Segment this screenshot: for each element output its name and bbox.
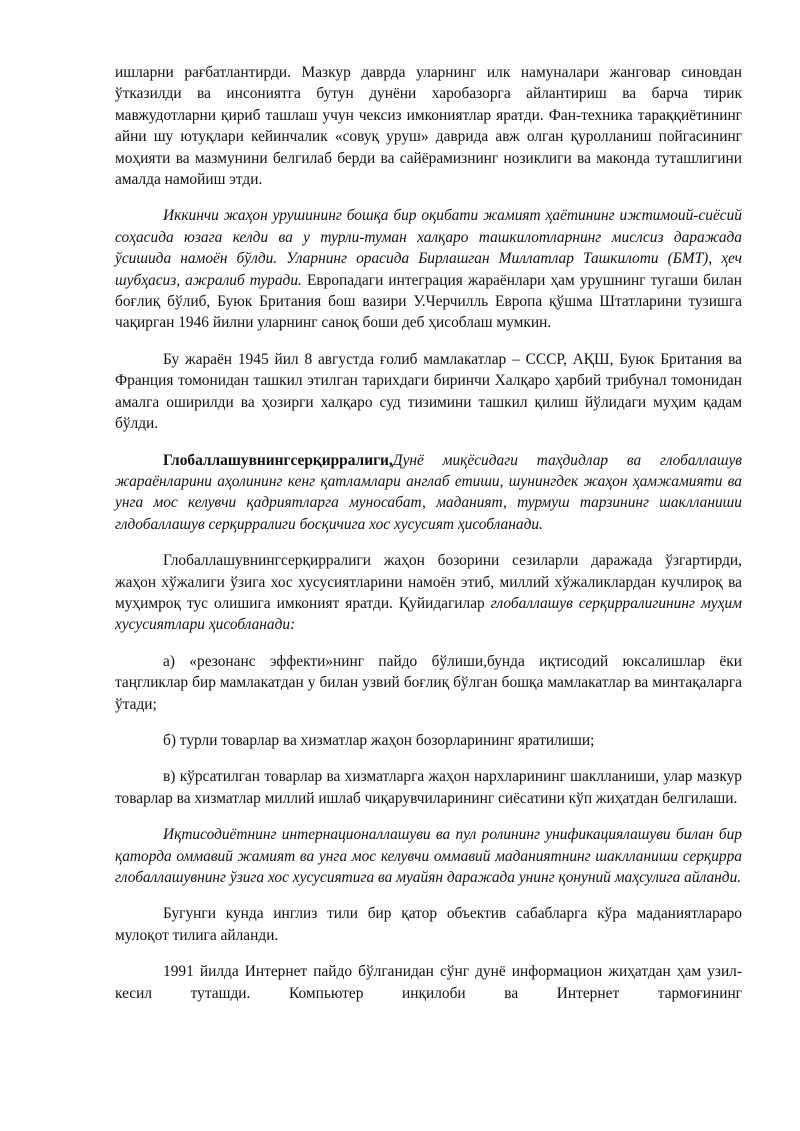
list-item-b-text: б) турли товарлар ва хизматлар жаҳон бозорларининг яратилиши; (163, 731, 595, 749)
paragraph-4-bold-heading: Глобаллашувнингсерқирралиги, (163, 451, 393, 469)
paragraph-9-italic-text: Иқтисодиётнинг интернационаллашуви ва пул ролининг унификациялашуви билан бир қаторда оммавий жамият ва унга мос келувчи оммавий маданиятнинг шаклланиши серқирра глобаллашувнинг ўзига хос хусусиятига ва муайян даражада унинг қонуний маҳсулига айланди. (115, 826, 742, 886)
paragraph-5-text: Глобаллашувнингсерқирралиги жаҳон бозорини сезиларли даражада ўзгартирди, жаҳон хўжалиги ўзига хос хусусиятларини намоён этиб, миллий хўжаликлардан кучлироқ ва муҳимроқ тус олишига имконият яратди. Қуйидагилар (115, 552, 742, 612)
paragraph-11-text: 1991 йилда Интернет пайдо бўлганидан сўнг дунё информацион жиҳатдан ҳам узил-кесил туташди. Компьютер инқилоби ва Интернет тармоғининг (115, 963, 742, 1002)
paragraph-11 (115, 961, 742, 1004)
paragraph-2 (115, 205, 742, 333)
paragraph-4-italic-text: Дунё миқёсидаги таҳдидлар ва глобаллашув жараёнларини аҳолининг кенг қатламлари англаб етиши, шунингдек жаҳон ҳамжамияти ва унга мос келувчи қадриятларга муносабат, маданият, турмуш тарзининг шаклланиши глдобаллашув серқирралиги босқичига хос хусусият ҳисобланади. (115, 451, 742, 533)
list-item-a-text: а) «резонанс эффекти»нинг пайдо бўлиши,бунда иқтисодий юксалишлар ёки таңгликлар бир мамлакатдан у билан узвий боғлиқ бўлган бошқа мамлакатлар ва минтақаларга ўтади; (115, 652, 742, 713)
paragraph-2-text: Европадаги интеграция жараёнлари ҳам урушнинг тугаши билан боғлиқ бўлиб, Буюк Британия бош вазири У.Черчилль Европа қўшма Штатларини тузишга чақирган 1946 йилни уларнинг саноқ боши деб ҳисоблаш мумкин. (115, 271, 742, 332)
paragraph-3 (115, 349, 742, 435)
paragraph-9 (115, 824, 742, 888)
list-item-a (115, 651, 742, 715)
list-item-b (115, 730, 742, 751)
document-page (115, 62, 742, 1019)
list-item-c (115, 766, 742, 809)
paragraph-4 (115, 450, 742, 536)
paragraph-1-text: ишларни рағбатлантирди. Мазкур даврда уларнинг илк намуналари жанговар синовдан ўтказилди ва инсониятга бутун дунёни харобазорга айлантириш ва барча тирик мавжудотларни қириб ташлаш учун чексиз имкониятлар яратди. Фан-техника тараққиётининг айни шу ютуқлари кейинчалик «совуқ уруш» даврида авж олган қуролланиш пойгасининг моҳияти ва мазмунини белгилаб берди ва сайёрамизнинг нозиклиги ва маконда туташлигини амалда намойиш этди. (115, 64, 742, 189)
paragraph-5-italic-text: глобаллашув серқирралигининг муҳим хусусиятлари ҳисобланади: (115, 594, 742, 634)
paragraph-3-text: Бу жараён 1945 йил 8 августда ғолиб мамлакатлар – СССР, АҚШ, Буюк Британия ва Франция томонидан ташкил этилган тарихдаги биринчи Халқаро ҳарбий трибунал томонидан амалга оширилди ва ҳозирги халқаро суд тизимини ташкил қилиш йўлидаги муҳим қадам бўлди. (115, 350, 742, 433)
paragraph-2-italic-text: Иккинчи жаҳон урушининг бошқа бир оқибати жамият ҳаётининг ижтимоий-сиёсий соҳасида юзага келди ва у турли-туман халқаро ташкилотларнинг мислсиз даражада ўсишида намоён бўлди. Уларнинг орасида Бирлашган Миллатлар Ташкилоти (БМТ), ҳеч шубҳасиз, ажралиб туради. (115, 207, 742, 289)
paragraph-1 (115, 62, 742, 190)
list-item-c-text: в) кўрсатилган товарлар ва хизматларга жаҳон нархларининг шаклланиши, улар мазкур товарлар ва хизматлар миллий ишлаб чиқарувчиларининг сиёсатини кўп жиҳатдан белгилаши. (115, 768, 742, 807)
paragraph-10-text: Бугунги кунда инглиз тили бир қатор объектив сабабларга кўра маданиятлараро мулоқот тилига айланди. (115, 905, 742, 944)
paragraph-5 (115, 550, 742, 636)
paragraph-10 (115, 903, 742, 946)
